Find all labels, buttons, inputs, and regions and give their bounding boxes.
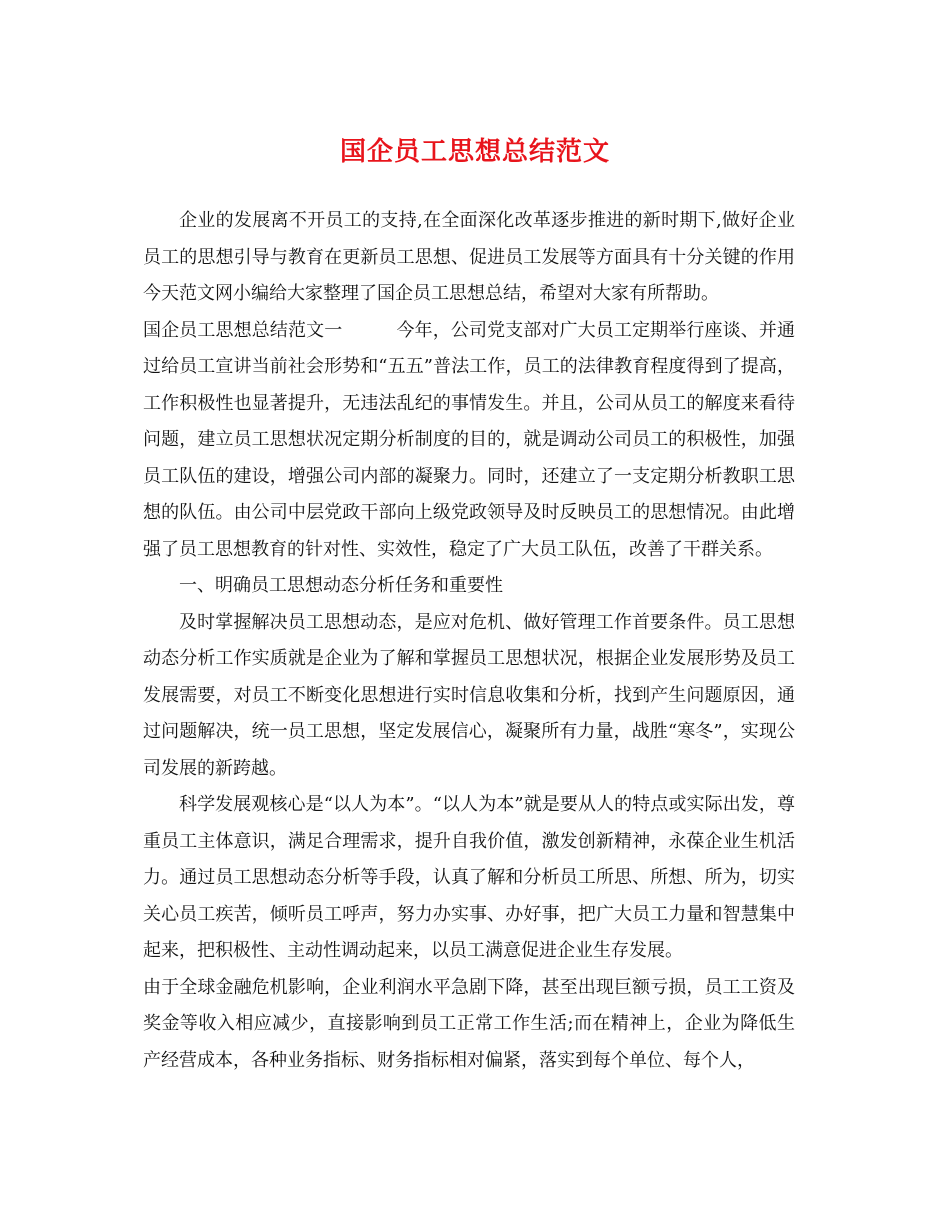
sample-body: 今年，公司党支部对广大员工定期举行座谈、并通过给员工宣讲当前社会形势和“五五”普法工作，员工的法律教育程度得到了提高，工作积极性也显著提升，无违法乱纪的事情发生。并且，公司从员工的解度来看待问题，建立员工思想状况定期分析制度的目的，就是调动公司员工的积极性，加强员工队伍的建设，增强公司内部的凝聚力。同时，还建立了一支定期分析教职工思想的队伍。由公司中层党政干部向上级党政领导及时反映员工的思想情况。由此增强了员工思想教育的针对性、实效性，稳定了广大员工队伍，改善了干群关系。 <box>143 319 796 560</box>
section-one-paragraph-1: 及时掌握解决员工思想动态，是应对危机、做好管理工作首要条件。员工思想动态分析工作实质就是企业为了解和掌握员工思想状况，根据企业发展形势及员工发展需要，对员工不断变化思想进行实时信息收集和分析，找到产生问题原因，通过问题解决，统一员工思想，坚定发展信心，凝聚所有力量，战胜“寒冬”，实现公司发展的新跨越。 <box>143 611 795 779</box>
document-body <box>143 203 795 1079</box>
document-title: 国企员工思想总结范文 <box>339 137 610 167</box>
sample-heading: 国企员工思想总结范文一 <box>143 319 343 341</box>
section-one-paragraph-2: 科学发展观核心是“以人为本”。“以人为本”就是要从人的特点或实际出发，尊重员工主体意识，满足合理需求，提升自我价值，激发创新精神，永葆企业生机活力。通过员工思想动态分析等手段，认真了解和分析员工所思、所想、所为，切实关心员工疾苦，倾听员工呼声，努力办实事、办好事，把广大员工力量和智慧集中起来，把积极性、主动性调动起来，以员工满意促进企业生存发展。 <box>143 794 795 961</box>
sample-paragraph <box>143 313 795 569</box>
section-one-heading: 一、明确员工思想动态分析任务和重要性 <box>179 575 503 596</box>
section-one-paragraph-3: 由于全球金融危机影响，企业利润水平急剧下降，甚至出现巨额亏损，员工工资及奖金等收入相应减少，直接影响到员工正常工作生活;而在精神上，企业为降低生产经营成本，各种业务指标、财务指标相对偏紧，落实到每个单位、每个人， <box>143 976 795 1071</box>
intro-paragraph: 企业的发展离不开员工的支持,在全面深化改革逐步推进的新时期下,做好企业员工的思想引导与教育在更新员工思想、促进员工发展等方面具有十分关键的作用今天范文网小编给大家整理了国企员工思想总结，希望对大家有所帮助。 <box>143 210 795 304</box>
